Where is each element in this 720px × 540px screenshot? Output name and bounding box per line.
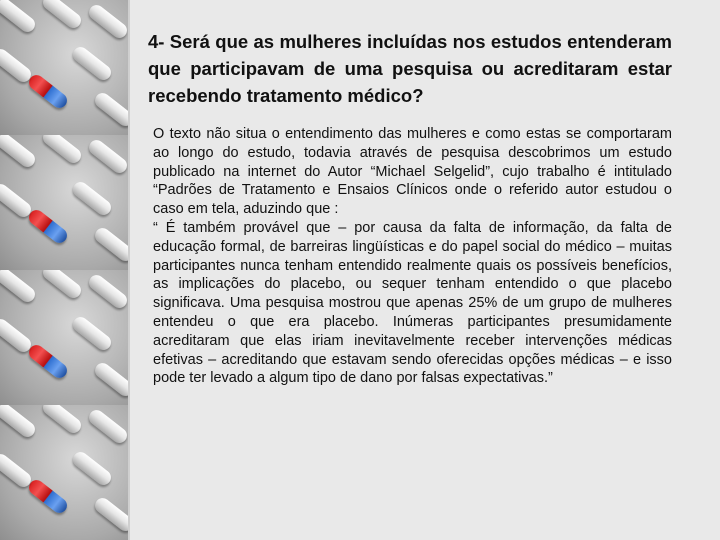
white-pill xyxy=(0,0,38,35)
white-pill xyxy=(86,137,128,176)
white-pill xyxy=(92,90,128,129)
white-pill xyxy=(70,449,114,488)
white-pill xyxy=(0,405,38,440)
slide-content xyxy=(148,28,672,388)
slide-body xyxy=(153,125,672,388)
red-blue-capsule xyxy=(26,342,70,381)
white-pill xyxy=(40,405,84,436)
white-pill xyxy=(86,2,128,41)
white-pill xyxy=(0,451,34,490)
white-pill xyxy=(70,44,114,83)
white-pill xyxy=(70,314,114,353)
pill-image-tile xyxy=(0,135,128,271)
white-pill xyxy=(40,135,84,166)
quote-paragraph: “ É também provável que – por causa da falta de informação, da falta de educação formal, de barreiras lingüísticas e do papel social do médico – muitas participantes nunca tenham entendido realmente quais os possíveis benefícios, as implicações do placebo, ou sequer tenham entendido o que placebo significava. Uma pesquisa mostrou que apenas 25% de um grupo de mulheres entendeu o que era placebo. Inúmeras participantes presumidamente acreditaram que elas iriam inevitavelmente receber intervenções médicas efetivas – acreditando que estavam sendo oferecidas opções médicas – e isso pode ter levado a algum tipo de dano por falsas expectativas.” xyxy=(153,219,672,387)
slide-heading: 4- Será que as mulheres incluídas nos estudos entenderam que participavam de uma pesquisa ou acreditaram estar recebendo tratamento médico? xyxy=(148,31,672,106)
white-pill xyxy=(0,270,38,305)
white-pill xyxy=(92,225,128,264)
white-pill xyxy=(92,360,128,399)
sidebar-divider xyxy=(128,0,130,540)
pill-image-strip xyxy=(0,0,128,540)
white-pill xyxy=(0,181,34,220)
white-pill xyxy=(70,179,114,218)
red-blue-capsule xyxy=(26,477,70,516)
white-pill xyxy=(86,407,128,446)
white-pill xyxy=(86,272,128,311)
white-pill xyxy=(0,135,38,170)
white-pill xyxy=(40,0,84,31)
white-pill xyxy=(0,46,34,85)
pill-image-tile xyxy=(0,270,128,406)
white-pill xyxy=(92,495,128,534)
pill-image-tile xyxy=(0,0,128,136)
intro-paragraph: O texto não situa o entendimento das mulheres e como estas se comportaram ao longo do estudo, todavia através de pesquisa descobrimos um estudo publicado na internet do Autor “Michael Selgelid”, cujo trabalho é intitulado “Padrões de Tratamento e Ensaios Clínicos onde o referido autor estudou o caso em tela, aduzindo que : xyxy=(153,126,672,218)
red-blue-capsule xyxy=(26,207,70,246)
pill-image-tile xyxy=(0,405,128,540)
red-blue-capsule xyxy=(26,72,70,111)
white-pill xyxy=(40,270,84,301)
white-pill xyxy=(0,316,34,355)
